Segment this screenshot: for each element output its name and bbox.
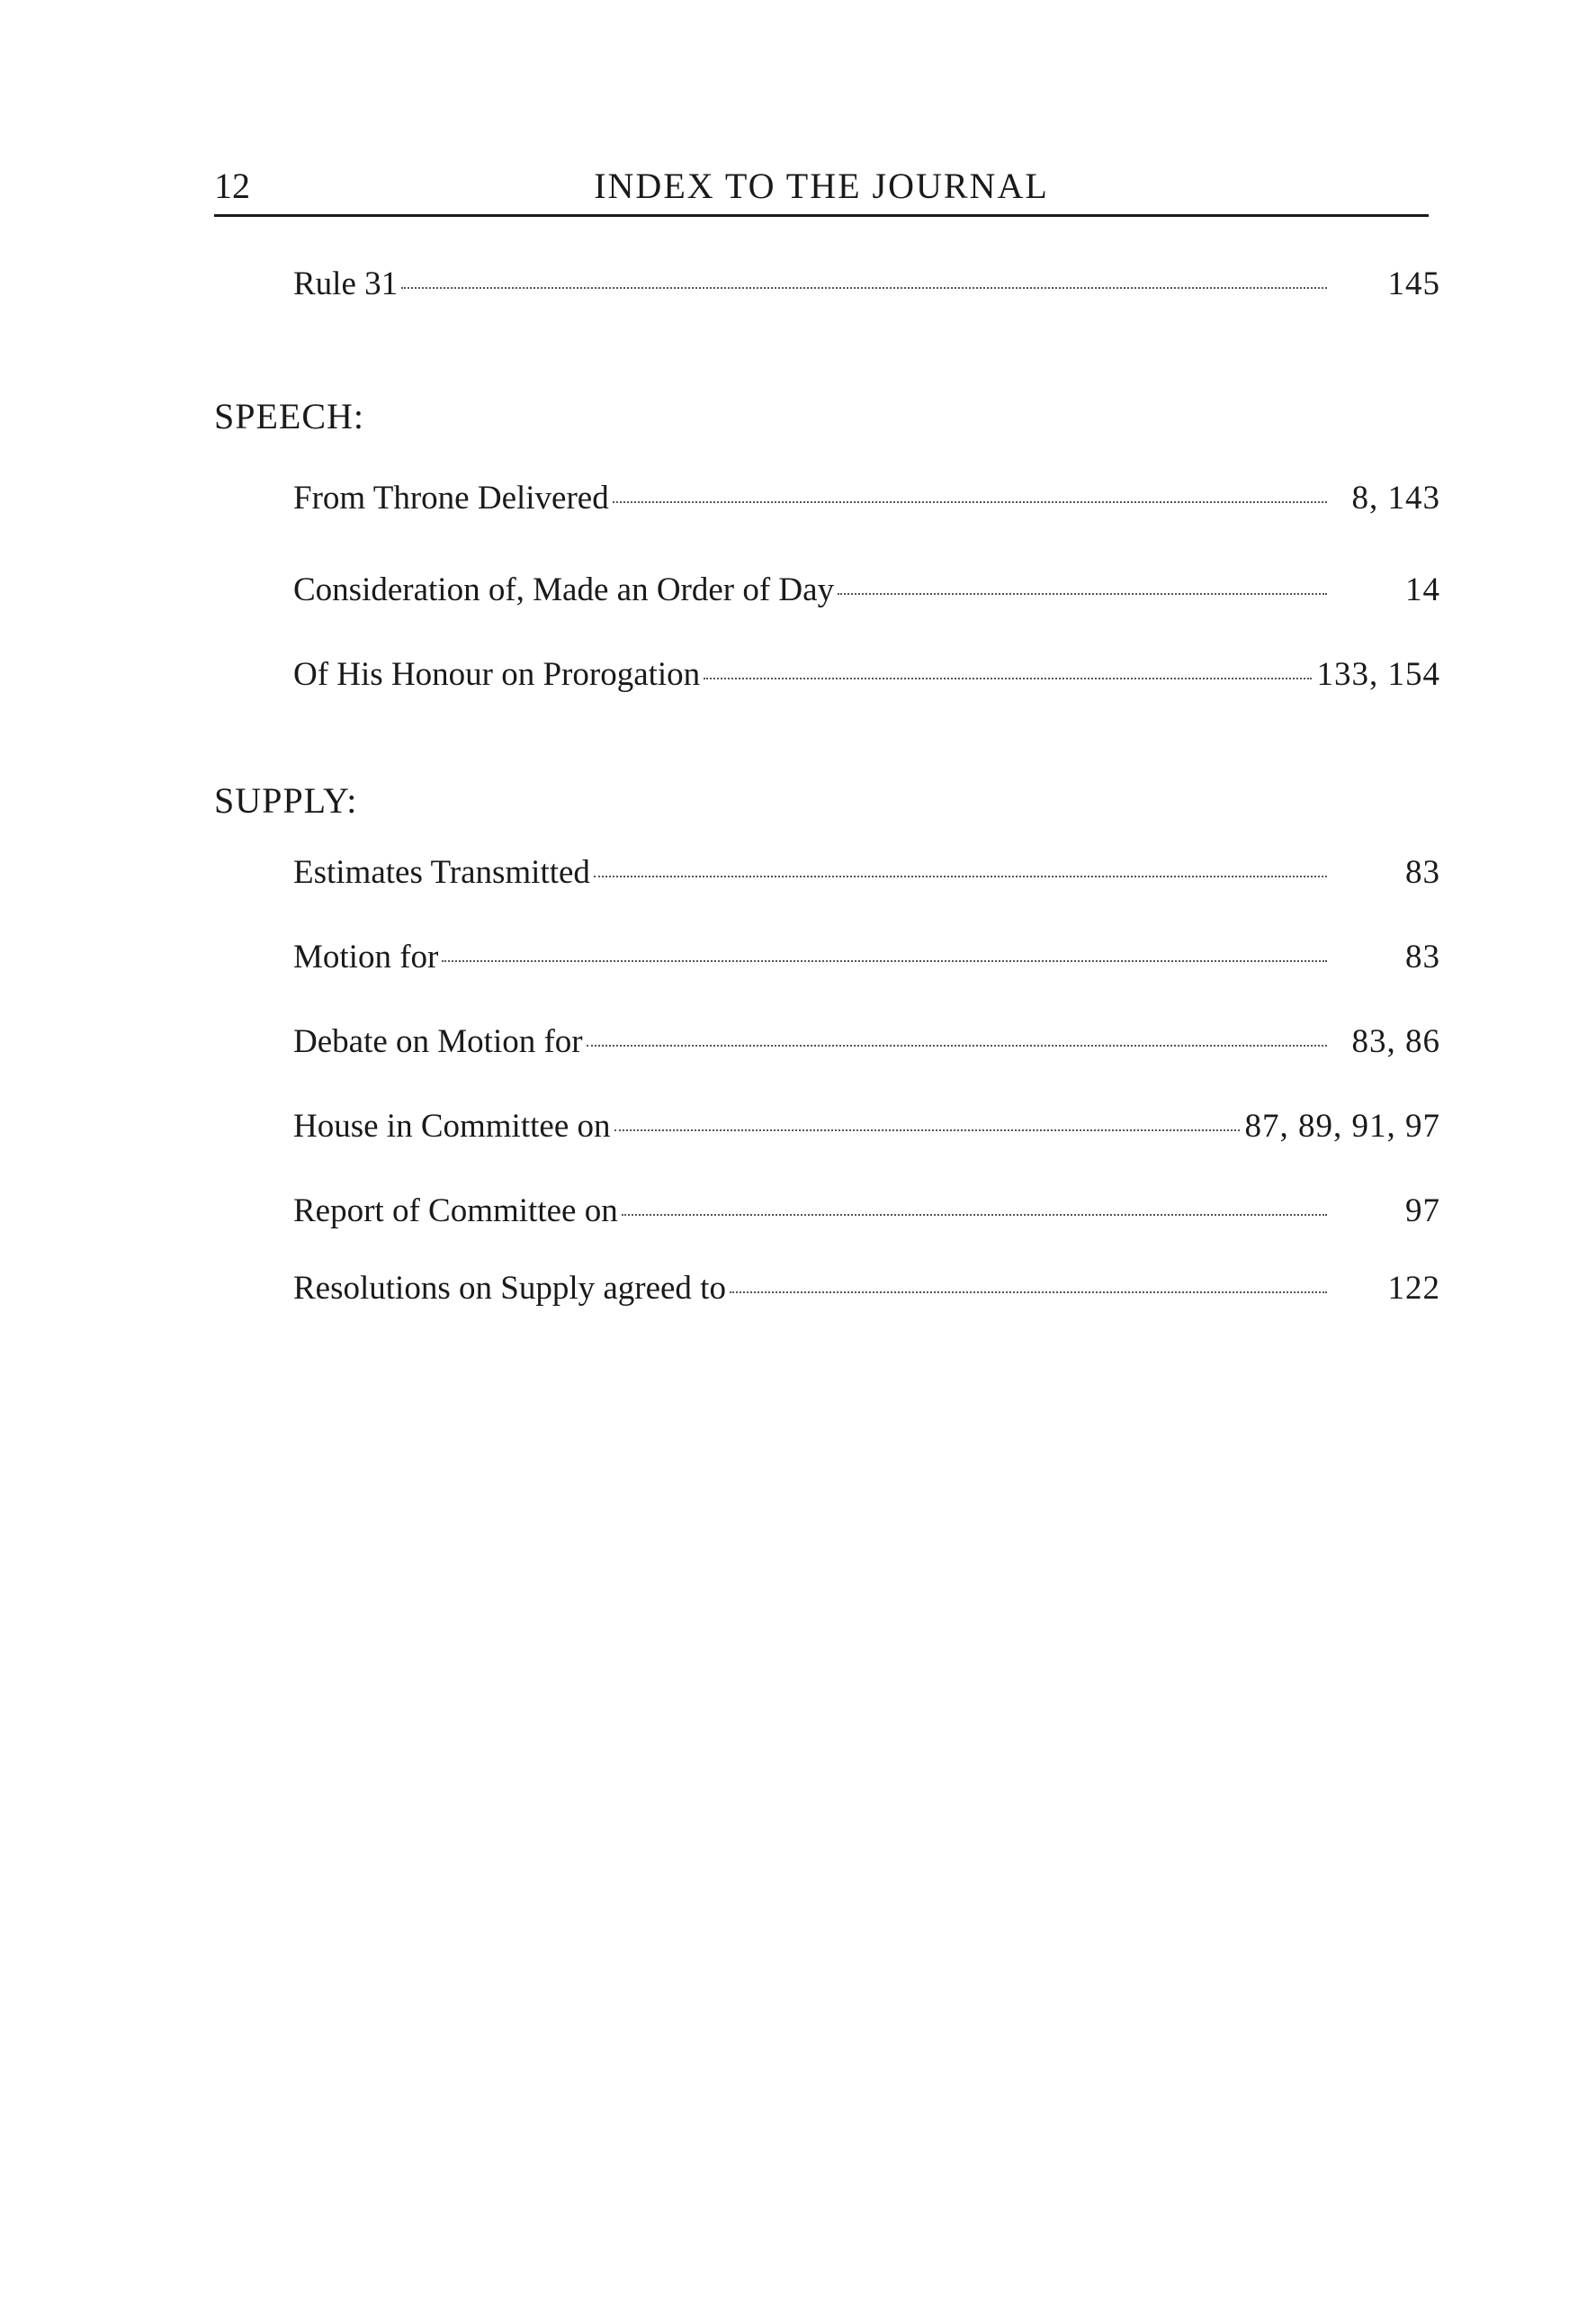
entry-pages: 97	[1405, 1192, 1440, 1229]
index-entry	[293, 567, 1440, 614]
index-entry	[293, 1265, 1440, 1312]
dot-leader	[704, 678, 1311, 679]
page-number: 12	[214, 166, 250, 206]
running-head: INDEX TO THE JOURNAL	[594, 166, 1049, 206]
index-entry	[293, 934, 1440, 981]
entry-label: Rule 31	[293, 265, 399, 302]
entry-label: Of His Honour on Prorogation	[293, 656, 701, 693]
index-entry	[293, 652, 1440, 698]
dot-leader	[730, 1291, 1327, 1293]
entry-pages: 145	[1387, 265, 1440, 302]
entry-label: House in Committee on	[293, 1108, 611, 1145]
entry-pages: 14	[1405, 571, 1440, 608]
index-entry	[293, 1188, 1440, 1235]
index-entry	[293, 1019, 1440, 1066]
entry-pages: 133, 154	[1316, 656, 1440, 693]
entry-label: Motion for	[293, 939, 439, 976]
dot-leader	[613, 501, 1327, 503]
index-entry	[293, 475, 1440, 522]
section-heading-supply: SUPPLY:	[214, 780, 358, 821]
entry-label: Resolutions on Supply agreed to	[293, 1270, 726, 1307]
dot-leader	[622, 1214, 1327, 1216]
entry-label: Report of Committee on	[293, 1192, 618, 1229]
index-entry	[293, 1103, 1440, 1150]
entry-pages: 83	[1405, 854, 1440, 891]
dot-leader	[442, 960, 1327, 962]
dot-leader	[594, 876, 1327, 877]
index-entry-rule-31	[293, 261, 1440, 308]
dot-leader	[614, 1129, 1240, 1131]
header-rule	[214, 214, 1429, 217]
entry-pages: 83, 86	[1351, 1023, 1440, 1060]
dot-leader	[838, 593, 1327, 595]
index-entry	[293, 850, 1440, 896]
entry-pages: 83	[1405, 939, 1440, 976]
dot-leader	[587, 1045, 1327, 1047]
section-heading-speech: SPEECH:	[214, 396, 365, 436]
entry-pages: 122	[1387, 1270, 1440, 1307]
entry-pages: 87, 89, 91, 97	[1244, 1108, 1440, 1145]
entry-label: Consideration of, Made an Order of Day	[293, 571, 835, 608]
entry-label: Estimates Transmitted	[293, 854, 590, 891]
entry-pages: 8, 143	[1351, 480, 1440, 517]
dot-leader	[401, 287, 1327, 289]
entry-label: Debate on Motion for	[293, 1023, 583, 1060]
entry-label: From Throne Delivered	[293, 480, 609, 517]
